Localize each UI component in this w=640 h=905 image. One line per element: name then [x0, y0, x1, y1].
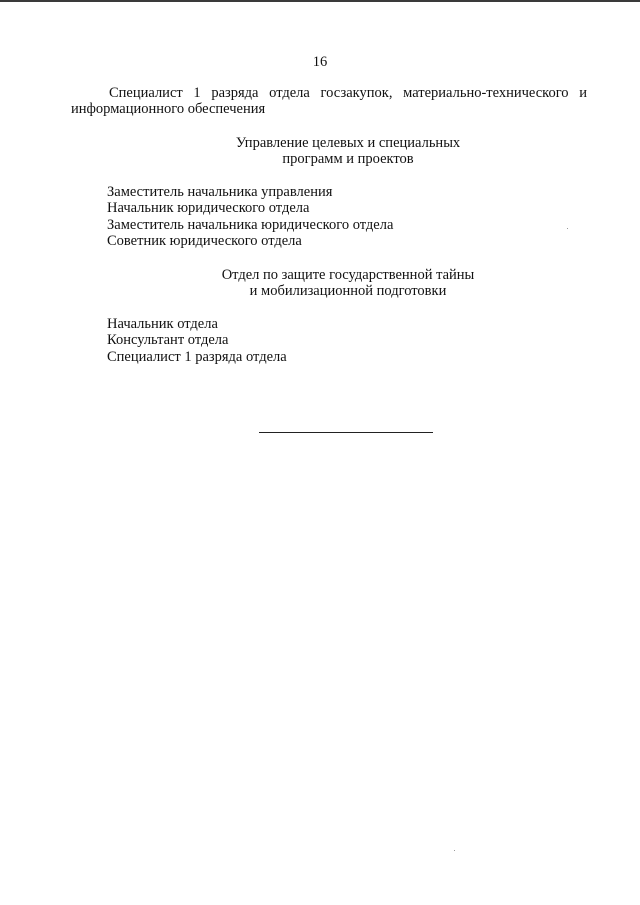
position-list-state-secret [107, 316, 287, 365]
list-item: Начальник отдела [107, 316, 218, 332]
list-item: Заместитель начальника управления [107, 184, 333, 200]
scan-top-border [0, 0, 640, 2]
list-item: Начальник юридического отдела [107, 200, 310, 217]
position-list-targeted-programs [107, 184, 393, 249]
list-item: Специалист 1 разряда отдела [107, 348, 287, 365]
intro-line-1: Специалист 1 разряда отдела госзакупок, материально-технического и [109, 85, 587, 101]
scan-speck [454, 850, 455, 851]
intro-paragraph [71, 85, 587, 117]
list-item: Советник юридического отдела [107, 232, 302, 249]
page-number: 16 [312, 54, 328, 70]
section-heading-line-1: Отдел по защите государственной тайны [221, 267, 475, 283]
section-heading-line-2: и мобилизационной подготовки [249, 283, 447, 299]
scan-speck [567, 228, 568, 229]
list-item: Консультант отдела [107, 332, 229, 349]
section-heading-line-2: программ и проектов [282, 151, 414, 167]
section-heading-line-1: Управление целевых и специальных [235, 135, 461, 151]
section-heading-state-secret [0, 267, 640, 299]
intro-line-2: информационного обеспечения [71, 101, 266, 117]
end-of-document-rule [259, 432, 433, 433]
list-item: Заместитель начальника юридического отдела [107, 216, 394, 233]
section-heading-targeted-programs [0, 135, 640, 167]
